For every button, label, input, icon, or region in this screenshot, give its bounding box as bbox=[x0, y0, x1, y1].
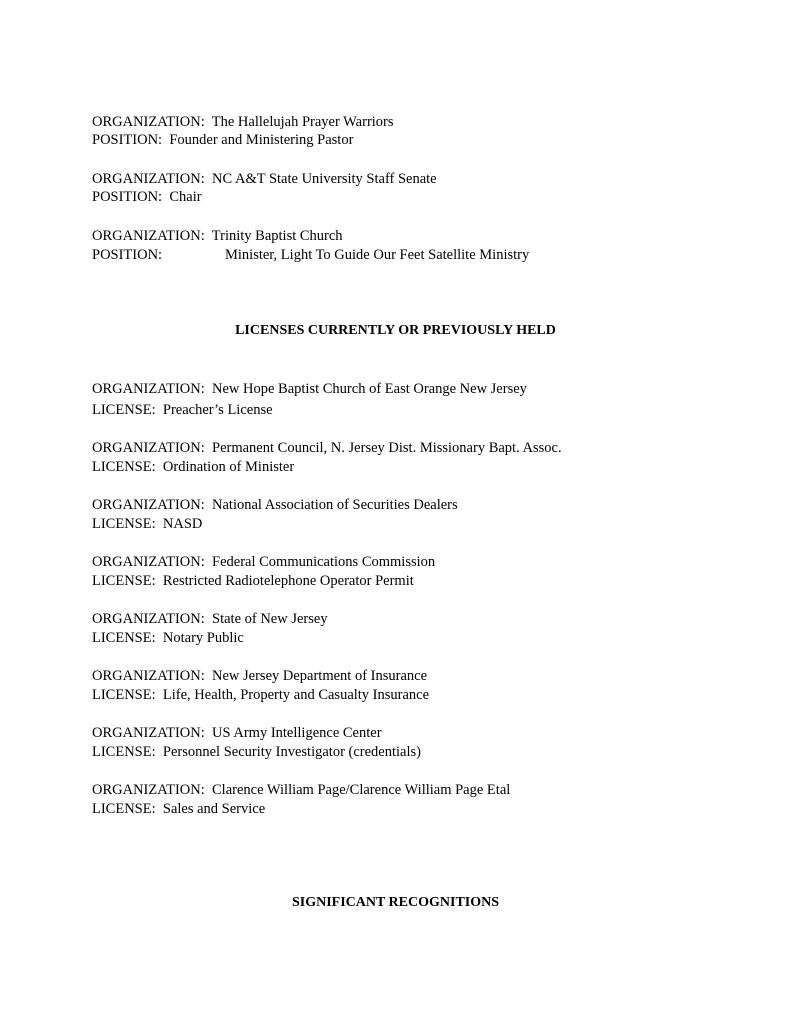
license-entry-1-organization bbox=[92, 380, 527, 398]
license-label: LICENSE: bbox=[92, 744, 156, 760]
license-label: LICENSE: bbox=[92, 801, 156, 817]
organization-label: ORGANIZATION: bbox=[92, 228, 205, 244]
license-entry-6-license bbox=[92, 686, 429, 704]
organization-name: State of New Jersey bbox=[212, 611, 328, 627]
position-title: Chair bbox=[169, 189, 202, 205]
position-entry-2-position bbox=[92, 188, 202, 206]
organization-name: Clarence William Page/Clarence William Page Etal bbox=[212, 782, 511, 798]
license-label: LICENSE: bbox=[92, 573, 156, 589]
position-title: Minister, Light To Guide Our Feet Satellite Ministry bbox=[225, 247, 530, 263]
license-name: Sales and Service bbox=[162, 801, 266, 817]
license-entry-8-organization bbox=[92, 781, 510, 799]
organization-label: ORGANIZATION: bbox=[92, 554, 205, 570]
position-entry-2-organization bbox=[92, 170, 437, 188]
organization-label: ORGANIZATION: bbox=[92, 497, 205, 513]
license-name: NASD bbox=[162, 516, 203, 532]
license-label: LICENSE: bbox=[92, 630, 156, 646]
license-name: Personnel Security Investigator (credentials) bbox=[162, 744, 421, 760]
organization-label: ORGANIZATION: bbox=[92, 782, 205, 798]
position-entry-3-position bbox=[92, 246, 529, 264]
recognitions-heading: SIGNIFICANT RECOGNITIONS bbox=[291, 895, 500, 910]
license-name: Life, Health, Property and Casualty Insurance bbox=[162, 687, 430, 703]
organization-label: ORGANIZATION: bbox=[92, 381, 205, 397]
organization-name: US Army Intelligence Center bbox=[212, 725, 382, 741]
organization-name: New Hope Baptist Church of East Orange New Jersey bbox=[212, 381, 527, 397]
organization-label: ORGANIZATION: bbox=[92, 611, 205, 627]
license-name: Preacher’s License bbox=[162, 402, 273, 418]
organization-name: Trinity Baptist Church bbox=[211, 228, 343, 244]
license-name: Restricted Radiotelephone Operator Permit bbox=[162, 573, 414, 589]
license-entry-8-license bbox=[92, 800, 265, 818]
license-entry-1-license bbox=[92, 401, 273, 419]
license-label: LICENSE: bbox=[92, 459, 156, 475]
license-entry-5-organization bbox=[92, 610, 328, 628]
organization-label: ORGANIZATION: bbox=[92, 171, 205, 187]
license-entry-7-license bbox=[92, 743, 421, 761]
organization-name: Permanent Council, N. Jersey Dist. Missionary Bapt. Assoc. bbox=[212, 440, 562, 456]
position-entry-1-organization bbox=[92, 113, 394, 131]
licenses-heading: LICENSES CURRENTLY OR PREVIOUSLY HELD bbox=[235, 323, 556, 338]
license-entry-7-organization bbox=[92, 724, 382, 742]
organization-label: ORGANIZATION: bbox=[92, 440, 205, 456]
license-entry-3-license bbox=[92, 515, 202, 533]
position-entry-1-position bbox=[92, 131, 353, 149]
organization-label: ORGANIZATION: bbox=[92, 114, 205, 130]
license-name: Ordination of Minister bbox=[162, 459, 295, 475]
license-label: LICENSE: bbox=[92, 402, 156, 418]
license-entry-2-license bbox=[92, 458, 294, 476]
license-entry-6-organization bbox=[92, 667, 427, 685]
organization-name: Federal Communications Commission bbox=[212, 554, 436, 570]
position-title: Founder and Ministering Pastor bbox=[169, 132, 354, 148]
license-entry-4-organization bbox=[92, 553, 435, 571]
organization-name: NC A&T State University Staff Senate bbox=[212, 171, 437, 187]
license-label: LICENSE: bbox=[92, 516, 156, 532]
license-entry-2-organization bbox=[92, 439, 562, 457]
position-label: POSITION: bbox=[92, 247, 163, 263]
organization-label: ORGANIZATION: bbox=[92, 725, 205, 741]
position-entry-3-organization bbox=[92, 227, 343, 245]
license-entry-5-license bbox=[92, 629, 244, 647]
organization-name: New Jersey Department of Insurance bbox=[212, 668, 428, 684]
license-entry-3-organization bbox=[92, 496, 458, 514]
position-label: POSITION: bbox=[92, 132, 163, 148]
position-label: POSITION: bbox=[92, 189, 163, 205]
organization-label: ORGANIZATION: bbox=[92, 668, 205, 684]
organization-name: National Association of Securities Dealers bbox=[212, 497, 458, 513]
license-name: Notary Public bbox=[162, 630, 244, 646]
organization-name: The Hallelujah Prayer Warriors bbox=[211, 114, 394, 130]
license-label: LICENSE: bbox=[92, 687, 156, 703]
license-entry-4-license bbox=[92, 572, 414, 590]
